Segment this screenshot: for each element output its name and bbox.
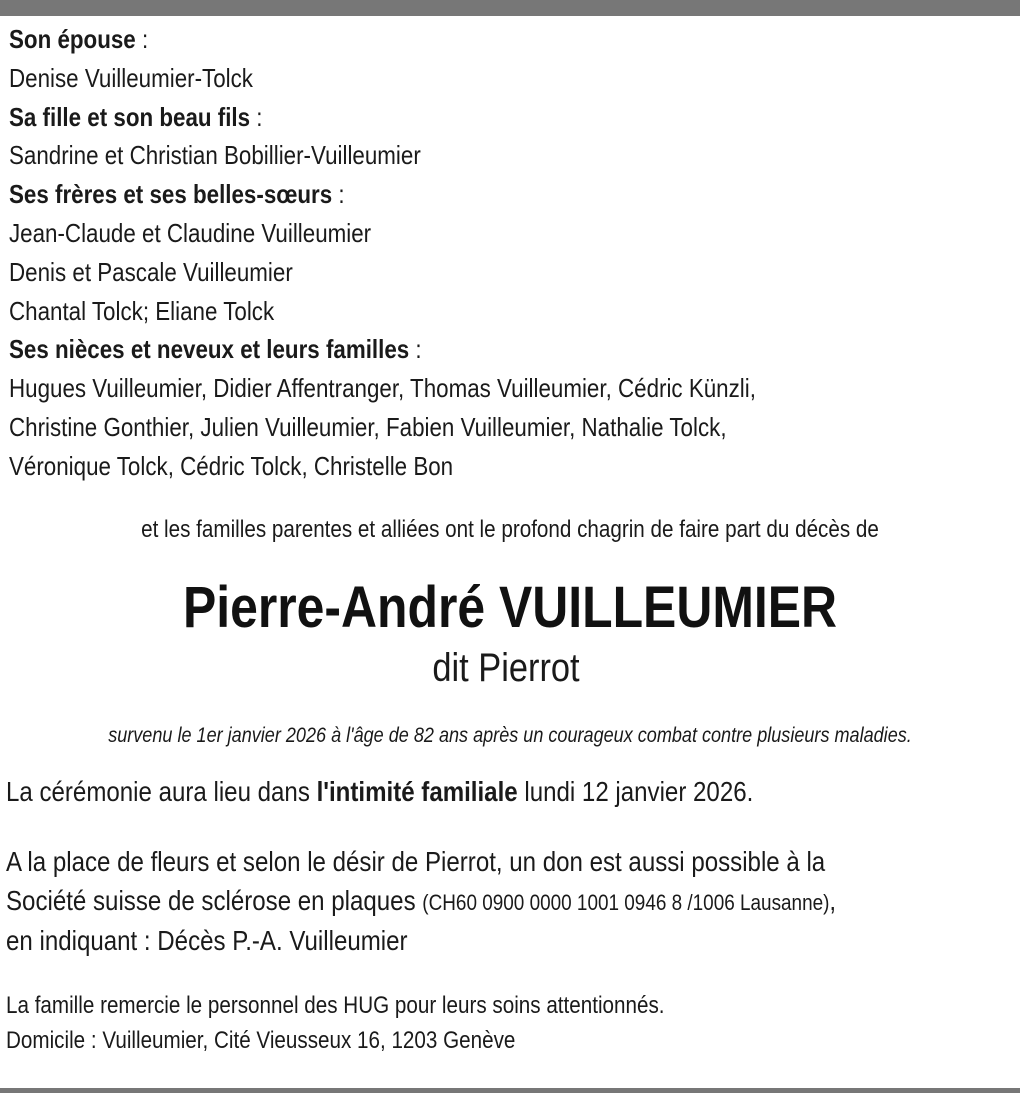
daughter-separator: : (250, 101, 263, 132)
nieces-heading (9, 330, 1007, 369)
nieces-line: Christine Gonthier, Julien Vuilleumier, Fabien Vuilleumier, Nathalie Tolck, (9, 411, 727, 442)
nieces-separator: : (409, 334, 422, 365)
ceremony-notice (6, 773, 753, 812)
donation-line-3: en indiquant : Décès P.-A. Vuilleumier (6, 925, 408, 956)
death-circumstances: survenu le 1er janvier 2026 à l'âge de 82 ans après un courageux combat contre plusieurs maladies. (108, 724, 912, 747)
deceased-nickname: dit Pierrot (432, 646, 580, 690)
donation-line-2-end: , (829, 884, 837, 916)
donation-bank-details: (CH60 0900 0000 1001 0946 8 /1006 Lausanne) (422, 889, 830, 915)
donation-line-2 (6, 882, 836, 923)
siblings-separator: : (332, 179, 345, 210)
sibling-entry: Jean-Claude et Claudine Vuilleumier (9, 217, 372, 248)
sibling-entry: Denis et Pascale Vuilleumier (9, 256, 293, 287)
announcement-intro: et les familles parentes et alliées ont le profond chagrin de faire part du décès de (141, 516, 879, 543)
nieces-label: Ses nièces et neveux et leurs familles (9, 334, 410, 365)
thanks-notice (6, 988, 665, 1058)
spouse-heading (9, 20, 1007, 59)
daughter-names: Sandrine et Christian Bobillier-Vuilleumier (9, 140, 421, 171)
ceremony-text-before: La cérémonie aura lieu dans (6, 776, 317, 807)
donation-notice (6, 843, 836, 961)
ceremony-emphasis: l'intimité familiale (316, 776, 518, 807)
donation-organization: Société suisse de sclérose en plaques (6, 884, 423, 916)
nieces-line: Véronique Tolck, Cédric Tolck, Christelle Bon (9, 450, 454, 481)
sibling-entry: Chantal Tolck; Eliane Tolck (9, 295, 275, 326)
spouse-label: Son épouse (9, 24, 136, 54)
top-divider (0, 0, 1020, 16)
daughter-heading (9, 98, 1007, 137)
siblings-heading (9, 175, 1007, 214)
deceased-name: Pierre-André VUILLEUMIER (182, 575, 838, 640)
bottom-divider (0, 1088, 1020, 1093)
ceremony-text-after: lundi 12 janvier 2026. (517, 776, 754, 807)
daughter-label: Sa fille et son beau fils (9, 101, 251, 132)
spouse-name: Denise Vuilleumier-Tolck (9, 62, 253, 93)
donation-line-1: A la place de fleurs et selon le désir de Pierrot, un don est aussi possible à la (6, 846, 826, 877)
thanks-line: La famille remercie le personnel des HUG pour leurs soins attentionnés. (6, 992, 665, 1019)
siblings-label: Ses frères et ses belles-sœurs (9, 179, 333, 210)
spouse-separator: : (135, 24, 149, 54)
nieces-line: Hugues Vuilleumier, Didier Affentranger, Thomas Vuilleumier, Cédric Künzli, (9, 373, 756, 404)
family-list (9, 20, 1007, 486)
domicile-line: Domicile : Vuilleumier, Cité Vieusseux 16, 1203 Genève (6, 1027, 516, 1054)
